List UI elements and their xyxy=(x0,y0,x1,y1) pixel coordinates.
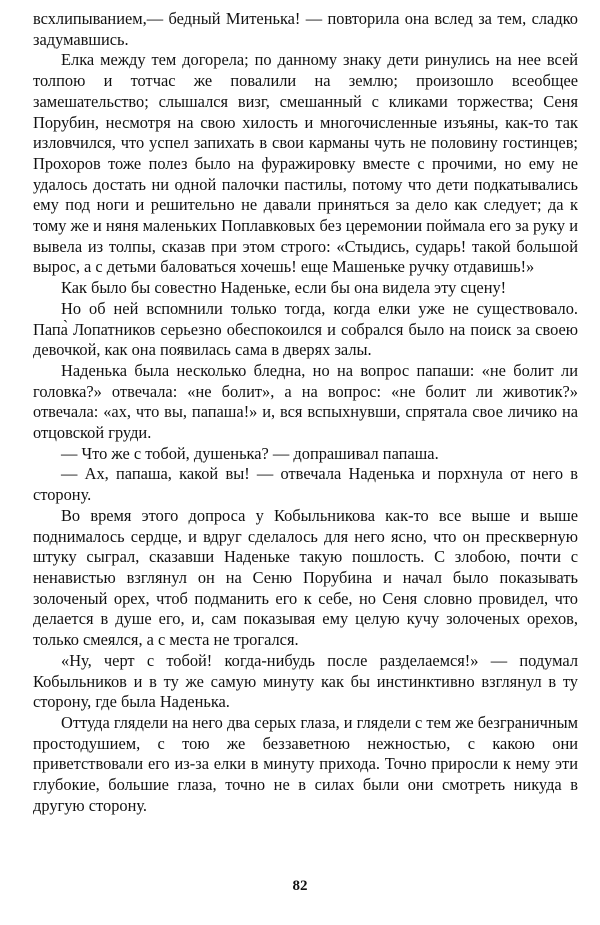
paragraph: Оттуда глядели на него два серых глаза, и глядели с тем же безграничным простодушием, с тою же беззаветною нежностью, с какою они приветствовали его из-за елки в минуту прихода. Точно приросли к нему эти глубокие, большие глаза, точно не в силах были они смотреть никуда в другую сторону. xyxy=(33,712,578,815)
paragraph: Елка между тем догорела; по данному знаку дети ринулись на нее всей толпою и тотчас же повалили на землю; произошло всеобщее замешательство; слышался визг, смешанный с кликами торжества; Сеня Порубин, несмотря на свою хилость и многочисленные изъяны, как-то так изловчился, что успел запихать в свои карманы чуть не половину гостинцев; Прохоров тоже полез было на фуражировку вместе с прочими, но ему не удалось достать ни одной палочки пастилы, потому что дети подкатывались ему под ноги и решительно не давали приняться за дело как следует; да к тому же и няня маленьких Поплавковых без церемонии поймала его за руку и вывела из толпы, сказав при этом строго: «Стыдись, сударь! такой большой вырос, а с детьми баловаться хочешь! еще Машеньке ручку отдавишь!» xyxy=(33,50,578,277)
paragraph: Но об ней вспомнили только тогда, когда елки уже не существовало. Папа̀ Лопатников серьезно обеспокоился и собрался было на поиск за своею девочкой, как она появилась сама в дверях залы. xyxy=(33,298,578,360)
paragraph-continuation: всхлипыванием,— бедный Митенька! — повторила она вслед за тем, сладко задумавшись. xyxy=(33,9,578,49)
page-body-text xyxy=(33,9,578,816)
paragraph: «Ну, черт с тобой! когда-нибудь после разделаемся!» — подумал Кобыльников и в ту же самую минуту как бы инстинктивно взглянул в ту сторону, где была Наденька. xyxy=(33,650,578,712)
paragraph: Как было бы совестно Наденьке, если бы она видела эту сцену! xyxy=(61,278,507,298)
dialogue-line: — Ах, папаша, какой вы! — отвечала Наденька и порхнула от него в сторону. xyxy=(33,464,578,505)
paragraph: Во время этого допроса у Кобыльникова как-то все выше и выше поднималось сердце, и вдруг сделалось для него ясно, что он прескверную штуку сыграл, сказавши Наденьке такую пошлость. С злобою, почти с ненавистью взглянул он на Сеню Порубина и начал было показывать золоченый орех, чтоб подманить его к себе, но Сеня словно провидел, что делается в душе его, и, сам показывая ему целую кучу золоченых орехов, только смеялся, а с места не трогался. xyxy=(33,505,578,650)
page-number: 82 xyxy=(292,878,308,894)
paragraph: Наденька была несколько бледна, но на вопрос папаши: «не болит ли головка?» отвечала: «не болит», а на вопрос: «не болит ли животик?» отвечала: «ах, что вы, папаша!» и, вся вспыхнувши, спрятала свое личико на отцовской груди. xyxy=(33,360,578,443)
dialogue-line: — Что же с тобой, душенька? — допрашивал папаша. xyxy=(61,443,439,463)
